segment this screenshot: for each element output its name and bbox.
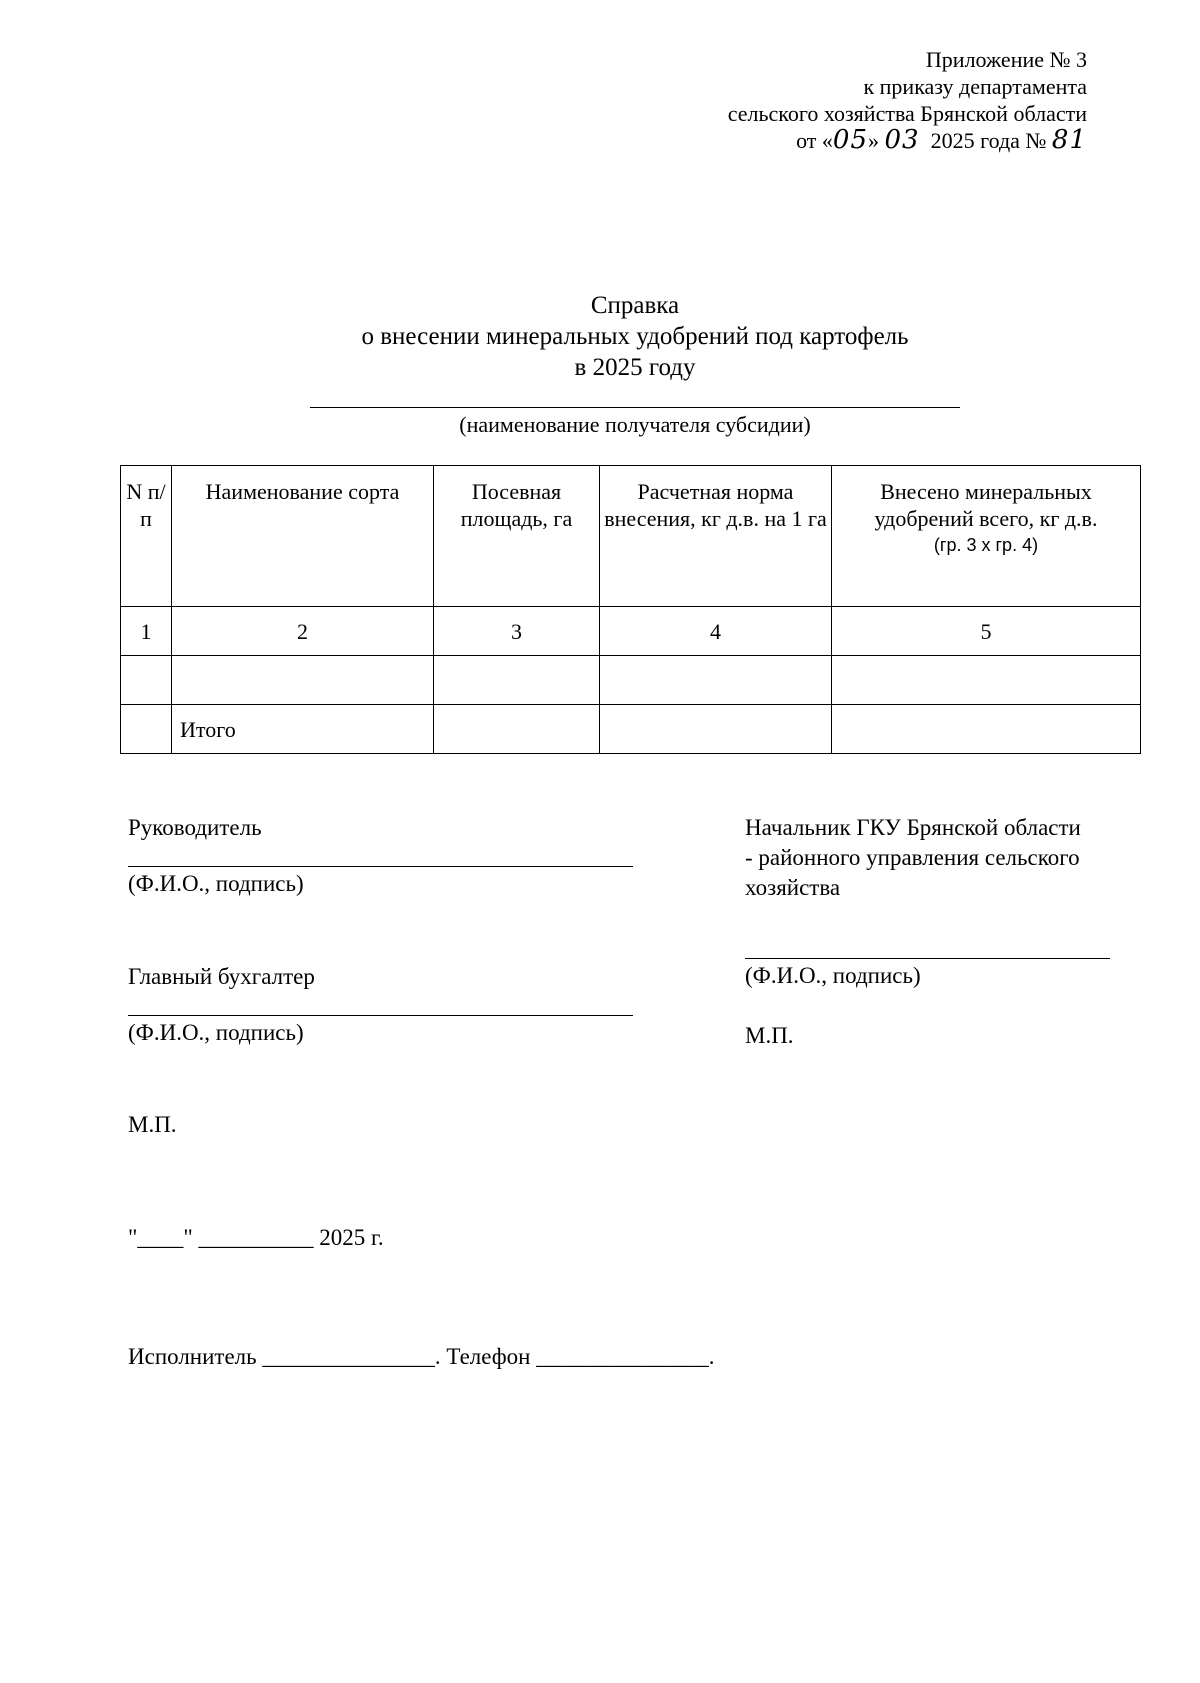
accountant-signature-line (128, 1015, 633, 1016)
header-total-label: Внесено минеральных удобрений всего, кг д.в. (874, 479, 1098, 531)
table-row (121, 656, 1141, 705)
table-cell[interactable] (434, 705, 600, 754)
table-cell (121, 705, 172, 754)
date-prefix: от « (796, 128, 833, 153)
chief-block (745, 813, 1165, 903)
stamp-place-left: М.П. (128, 1112, 177, 1137)
column-number: 5 (832, 607, 1141, 656)
table-cell[interactable] (172, 656, 434, 705)
table-cell[interactable] (600, 656, 832, 705)
appendix-date-line (728, 127, 1087, 154)
head-fio-caption: (Ф.И.О., подпись) (128, 871, 304, 896)
handwritten-month: 03 (884, 125, 920, 155)
document-title (0, 290, 1200, 383)
column-number: 1 (121, 607, 172, 656)
header-number: N п/п (121, 466, 172, 607)
chief-line3: хозяйства (745, 875, 841, 900)
head-signature-line (128, 866, 633, 867)
head-label: Руководитель (128, 815, 262, 840)
appendix-line2: к приказу департамента (863, 74, 1087, 99)
handwritten-order-number: 81 (1051, 125, 1087, 155)
header-total (832, 466, 1141, 607)
table-cell[interactable] (600, 705, 832, 754)
appendix-block (728, 46, 1087, 154)
table-cell[interactable] (434, 656, 600, 705)
executor-line: Исполнитель _______________. Телефон _______________. (128, 1344, 715, 1369)
total-row (121, 705, 1141, 754)
header-rate: Расчетная норма внесения, кг д.в. на 1 га (600, 466, 832, 607)
header-area: Посевная площадь, га (434, 466, 600, 607)
chief-line2: - районного управления сельского (745, 845, 1080, 870)
table-header-row (121, 466, 1141, 607)
title-subtitle: о внесении минеральных удобрений под картофель (361, 323, 909, 350)
stamp-place-right: М.П. (745, 1023, 794, 1048)
handwritten-day: 05 (832, 125, 869, 155)
chief-line1: Начальник ГКУ Брянской области (745, 815, 1081, 840)
date-year-text: 2025 года № (930, 128, 1047, 153)
header-total-note: (гр. 3 х гр. 4) (933, 535, 1039, 555)
accountant-fio-caption: (Ф.И.О., подпись) (128, 1020, 304, 1045)
date-line: "____" __________ 2025 г. (128, 1225, 384, 1250)
chief-fio-caption: (Ф.И.О., подпись) (745, 963, 921, 988)
title-year: в 2025 году (574, 354, 696, 381)
appendix-line3: сельского хозяйства Брянской области (727, 101, 1087, 126)
table-cell[interactable] (832, 656, 1141, 705)
column-number-row (121, 607, 1141, 656)
chief-signature-line (745, 958, 1110, 959)
appendix-line1: Приложение № 3 (925, 47, 1087, 72)
fertilizer-table (120, 465, 1141, 754)
title-main: Справка (590, 292, 680, 319)
table-cell[interactable] (121, 656, 172, 705)
table-cell[interactable] (832, 705, 1141, 754)
total-label: Итого (172, 705, 434, 754)
column-number: 3 (434, 607, 600, 656)
column-number: 2 (172, 607, 434, 656)
recipient-caption: (наименование получателя субсидии) (459, 412, 811, 437)
column-number: 4 (600, 607, 832, 656)
date-sep: » (868, 128, 880, 153)
accountant-label: Главный бухгалтер (128, 964, 315, 989)
header-variety: Наименование сорта (172, 466, 434, 607)
recipient-name-line (310, 407, 960, 408)
